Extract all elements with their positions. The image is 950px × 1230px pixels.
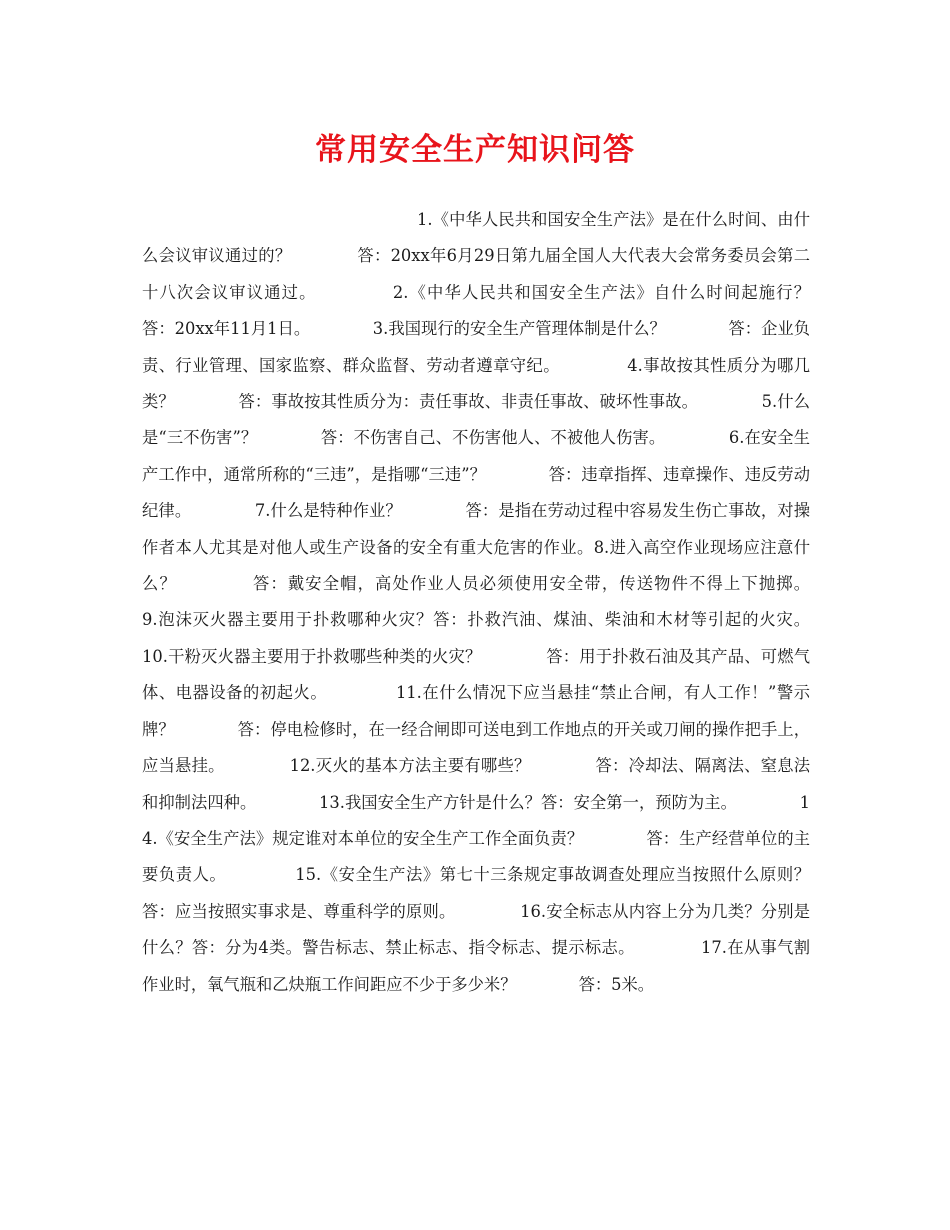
qa-body-paragraph: 1.《中华人民共和国安全生产法》是在什么时间、由什么会议审议通过的？ 答：20xx年6月29日第九届全国人大代表大会常务委员会第二十八次会议审议通过。 2.《中华人民共和国安全生产法》自什么时间起施行？ 答：20xx年11月1日。 3.我国现行的安全生产管理体制是什么？ 答：企业负责、行业管理、国家监察、群众监督、劳动者遵章守纪。 4.事故按其性质分为哪几类？ 答：事故按其性质分为：责任事故、非责任事故、破坏性事故。 5.什么是“三不伤害”？ 答：不伤害自己、不伤害他人、不被他人伤害。 6.在安全生产工作中，通常所称的“三违”，是指哪“三违”？ 答：违章指挥、违章操作、违反劳动纪律。 7.什么是特种作业？ 答：是指在劳动过程中容易发生伤亡事故，对操作者本人尤其是对他人或生产设备的安全有重大危害的作业。8.进入高空作业现场应注意什么？ 答：戴安全帽，高处作业人员必须使用安全带，传送物件不得上下抛掷。 9.泡沫灭火器主要用于扑救哪种火灾？答：扑救汽油、煤油、柴油和木材等引起的火灾。 10.干粉灭火器主要用于扑救哪些种类的火灾？ 答：用于扑救石油及其产品、可燃气体、电器设备的初起火。 11.在什么情况下应当悬挂“禁止合闸，有人工作！”警示牌？ 答：停电检修时，在一经合闸即可送电到工作地点的开关或刀闸的操作把手上，应当悬挂。 12.灭火的基本方法主要有哪些？ 答：冷却法、隔离法、窒息法和抑制法四种。 13.我国安全生产方针是什么？答：安全第一，预防为主。 14.《安全生产法》规定谁对本单位的安全生产工作全面负责？ 答：生产经营单位的主要负责人。 15.《安全生产法》第七十三条规定事故调查处理应当按照什么原则？ 答：应当按照实事求是、尊重科学的原则。 16.安全标志从内容上分为几类？分别是什么？答：分为4类。警告标志、禁止标志、指令标志、提示标志。 17.在从事气割作业时，氧气瓶和乙炔瓶工作间距应不少于多少米？ 答：5米。: [142, 210, 873, 994]
document-title: 常用安全生产知识问答: [315, 132, 635, 168]
